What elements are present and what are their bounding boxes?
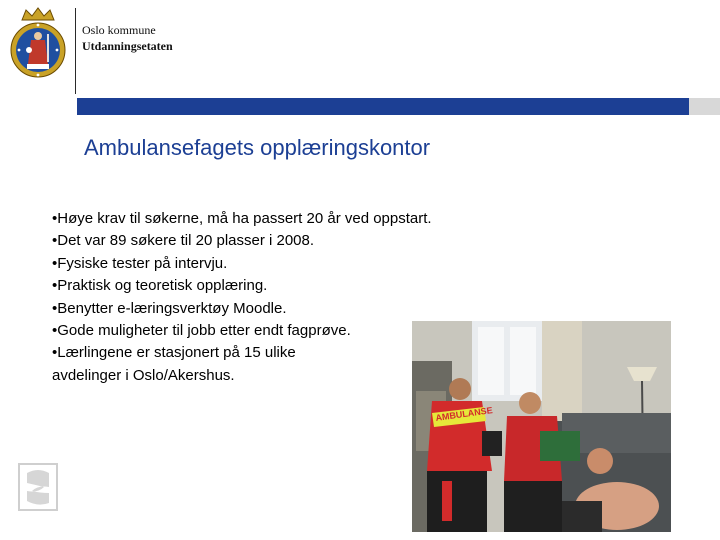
header-blue-bar [77,98,689,115]
bullet-item: •Gode muligheter til jobb etter endt fagprøve. [52,322,351,340]
oslo-coat-of-arms-logo [8,6,68,82]
bullet-item: •Benytter e-læringsverktøy Moodle. [52,299,287,317]
organization-name-block [82,22,173,54]
bullet-item: •Det var 89 søkere til 20 plasser i 2008. [52,232,315,250]
header-gray-bar [689,98,720,115]
ambulance-training-photo [412,321,671,532]
header-divider [75,8,76,94]
vest-label: AMBULANSE [434,405,494,423]
watermark-seal-icon [18,463,58,511]
bullet-item: •Fysiske tester på intervju. [52,254,228,272]
bullet-item: •Praktisk og teoretisk opplæring. [52,277,268,295]
bullet-item: •Høye krav til søkerne, må ha passert 20 år ved oppstart. [52,210,432,227]
bullet-item-continuation: avdelinger i Oslo/Akershus. [52,366,235,384]
slide-title: Ambulansefagets opplæringskontor [84,135,431,160]
department-name: Utdanningsetaten [82,39,173,53]
org-name: Oslo kommune [82,23,156,37]
bullet-item: •Lærlingene er stasjonert på 15 ulike [52,344,296,362]
